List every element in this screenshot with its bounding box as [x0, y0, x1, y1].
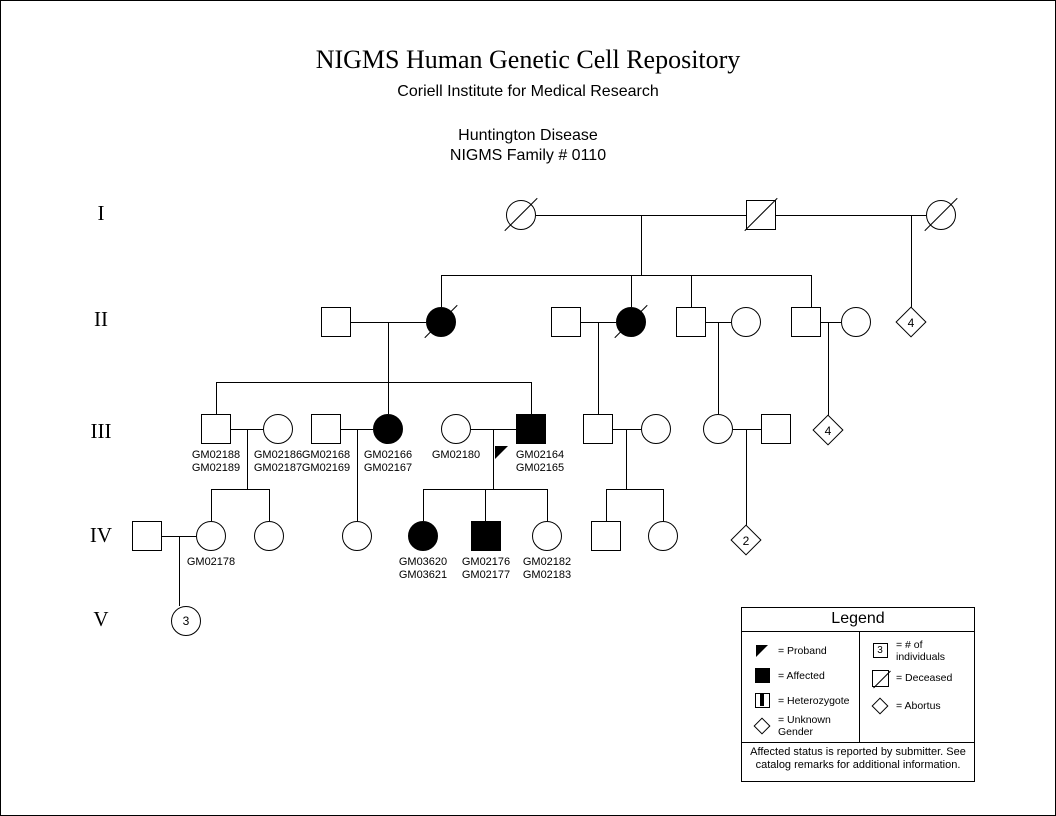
individual-iv-5[interactable]: [408, 521, 438, 551]
mating-line-i-2: [776, 215, 926, 216]
individual-ii-9-count: 4: [907, 316, 915, 330]
mating-line-ii-4: [821, 322, 841, 323]
individual-iii-9[interactable]: [703, 414, 733, 444]
sibling-drop-iv-6: [606, 489, 607, 521]
legend-column-right: [860, 632, 974, 742]
legend-item-abortus: [866, 693, 970, 718]
descent-line-ii-1: [388, 322, 389, 382]
descent-line-iii-3: [493, 429, 494, 489]
descent-line-iii-5: [746, 429, 747, 529]
legend-column-left: [742, 632, 860, 742]
descent-line-ii-2: [598, 322, 599, 414]
individual-iv-2[interactable]: [196, 521, 226, 551]
id-line: GM02188: [191, 449, 241, 461]
generation-label-ii: II: [94, 307, 108, 331]
sibling-drop-iv-5: [547, 489, 548, 521]
id-line: GM02164: [515, 449, 565, 461]
diamond-icon: [748, 715, 776, 737]
disease-title: Huntington Disease: [458, 127, 598, 144]
individual-iii-4-labels: [354, 449, 422, 474]
individual-iv-1[interactable]: [132, 521, 162, 551]
id-line: GM03620: [398, 556, 448, 568]
descent-line-ii-3: [718, 322, 719, 414]
legend-label: = Deceased: [896, 672, 953, 684]
legend-item-deceased: [866, 663, 970, 693]
individual-ii-1[interactable]: [321, 307, 351, 337]
sibling-drop-iv-3: [423, 489, 424, 521]
numbered-square-icon: [866, 640, 894, 662]
sibling-drop-iv-7: [663, 489, 664, 521]
legend-item-proband: [748, 638, 855, 663]
individual-iii-1[interactable]: [201, 414, 231, 444]
individual-iv-6-labels: [452, 556, 520, 581]
diamond-icon: [866, 695, 894, 717]
individual-iii-3-labels: [292, 449, 360, 474]
generation-label-i: I: [97, 201, 105, 225]
legend-item-number-of-individuals: [866, 638, 970, 663]
legend-count-value: 3: [873, 643, 888, 658]
generation-label-iv: IV: [89, 523, 113, 547]
descent-line-iv-1: [179, 536, 180, 606]
individual-iii-8[interactable]: [641, 414, 671, 444]
sibling-drop-ii-2: [631, 275, 632, 307]
id-line: GM02177: [461, 568, 511, 581]
individual-ii-6[interactable]: [731, 307, 761, 337]
id-line: GM02180: [431, 449, 481, 461]
generation-label-iii: III: [90, 419, 112, 443]
descent-line-i-1: [641, 215, 642, 275]
individual-iii-6[interactable]: [516, 414, 546, 444]
id-line: GM02189: [191, 461, 241, 474]
sibling-drop-iii-3: [531, 382, 532, 414]
individual-ii-4[interactable]: [616, 307, 646, 337]
sibling-drop-ii-1: [441, 275, 442, 307]
legend-note-line-1: Affected status is reported by submitter. See: [750, 746, 966, 758]
individual-iv-3[interactable]: [254, 521, 284, 551]
proband-arrow-icon: [748, 640, 776, 662]
individual-iv-2-labels: [177, 556, 245, 569]
descent-line-i-2: [911, 215, 912, 315]
individual-iii-2[interactable]: [263, 414, 293, 444]
individual-i-1[interactable]: [506, 200, 536, 230]
sibling-drop-ii-4: [811, 275, 812, 307]
id-line: GM02166: [363, 449, 413, 461]
sibling-drop-iv-4: [485, 489, 486, 521]
deceased-slash-icon: [866, 667, 894, 689]
individual-iii-11-count: 4: [824, 424, 832, 438]
individual-iii-5-labels: [422, 449, 490, 462]
individual-iii-10[interactable]: [761, 414, 791, 444]
individual-iii-3[interactable]: [311, 414, 341, 444]
individual-iv-10-count: 2: [742, 534, 750, 548]
id-line: GM02183: [522, 568, 572, 581]
sibling-drop-iv-2: [269, 489, 270, 521]
individual-v-1-count: 3: [182, 614, 190, 628]
individual-iv-7-labels: [513, 556, 581, 581]
legend-note-line-2: catalog remarks for additional information.: [755, 759, 961, 771]
individual-iv-4[interactable]: [342, 521, 372, 551]
legend-title: Legend: [742, 608, 974, 632]
descent-line-ii-4: [828, 322, 829, 422]
individual-iii-4[interactable]: [373, 414, 403, 444]
legend-label: = Abortus: [896, 699, 941, 712]
id-line: GM03621: [398, 568, 448, 581]
sibship-bar-iv-c: [606, 489, 663, 490]
individual-v-1[interactable]: [171, 606, 201, 636]
legend-item-unknown-gender: [748, 713, 855, 738]
id-line: GM02169: [301, 461, 351, 474]
page-title: NIGMS Human Genetic Cell Repository: [315, 45, 741, 74]
id-line: GM02182: [522, 556, 572, 568]
individual-iv-5-labels: [389, 556, 457, 581]
legend: [741, 607, 975, 782]
sibling-drop-ii-3: [691, 275, 692, 307]
id-line: GM02168: [301, 449, 351, 461]
legend-label: = # of individuals: [896, 638, 946, 663]
individual-iii-1-labels: [182, 449, 250, 474]
sibship-bar-iii-a: [216, 382, 531, 383]
id-line: GM02165: [515, 461, 565, 474]
descent-line-iii-4: [626, 429, 627, 489]
sibling-drop-iii-2: [388, 382, 389, 414]
individual-iv-6[interactable]: [471, 521, 501, 551]
id-line: GM02178: [186, 556, 236, 568]
page-subtitle: Coriell Institute for Medical Research: [397, 83, 659, 100]
legend-label: = Unknown Gender: [778, 713, 831, 738]
legend-label: = Affected: [778, 669, 825, 682]
legend-item-heterozygote: [748, 688, 855, 713]
heterozygote-square-icon: [748, 690, 776, 712]
legend-label: = Heterozygote: [778, 694, 850, 707]
descent-line-iii-1: [247, 429, 248, 489]
individual-i-2[interactable]: [746, 200, 776, 230]
id-line: GM02186: [253, 449, 303, 461]
individual-ii-3[interactable]: [551, 307, 581, 337]
individual-iv-7[interactable]: [532, 521, 562, 551]
id-line: GM02176: [461, 556, 511, 568]
id-line: GM02167: [363, 461, 413, 474]
individual-ii-5[interactable]: [676, 307, 706, 337]
individual-ii-8[interactable]: [841, 307, 871, 337]
id-line: GM02187: [253, 461, 303, 474]
legend-label: = Proband: [778, 644, 827, 657]
individual-i-3[interactable]: [926, 200, 956, 230]
family-id: NIGMS Family # 0110: [449, 147, 607, 164]
individual-ii-2[interactable]: [426, 307, 456, 337]
sibling-drop-iv-1: [211, 489, 212, 521]
legend-note: [742, 742, 974, 772]
individual-iii-5[interactable]: [441, 414, 471, 444]
individual-iv-8[interactable]: [591, 521, 621, 551]
individual-iii-7[interactable]: [583, 414, 613, 444]
sibship-bar-iv-a: [211, 489, 269, 490]
descent-line-iii-2: [357, 429, 358, 521]
individual-iv-9[interactable]: [648, 521, 678, 551]
individual-iii-6-labels: [503, 449, 577, 474]
individual-ii-7[interactable]: [791, 307, 821, 337]
filled-square-icon: [748, 665, 776, 687]
sibship-bar-ii: [441, 275, 811, 276]
generation-label-v: V: [93, 607, 109, 631]
sibling-drop-iii-1: [216, 382, 217, 414]
legend-item-affected: [748, 663, 855, 688]
